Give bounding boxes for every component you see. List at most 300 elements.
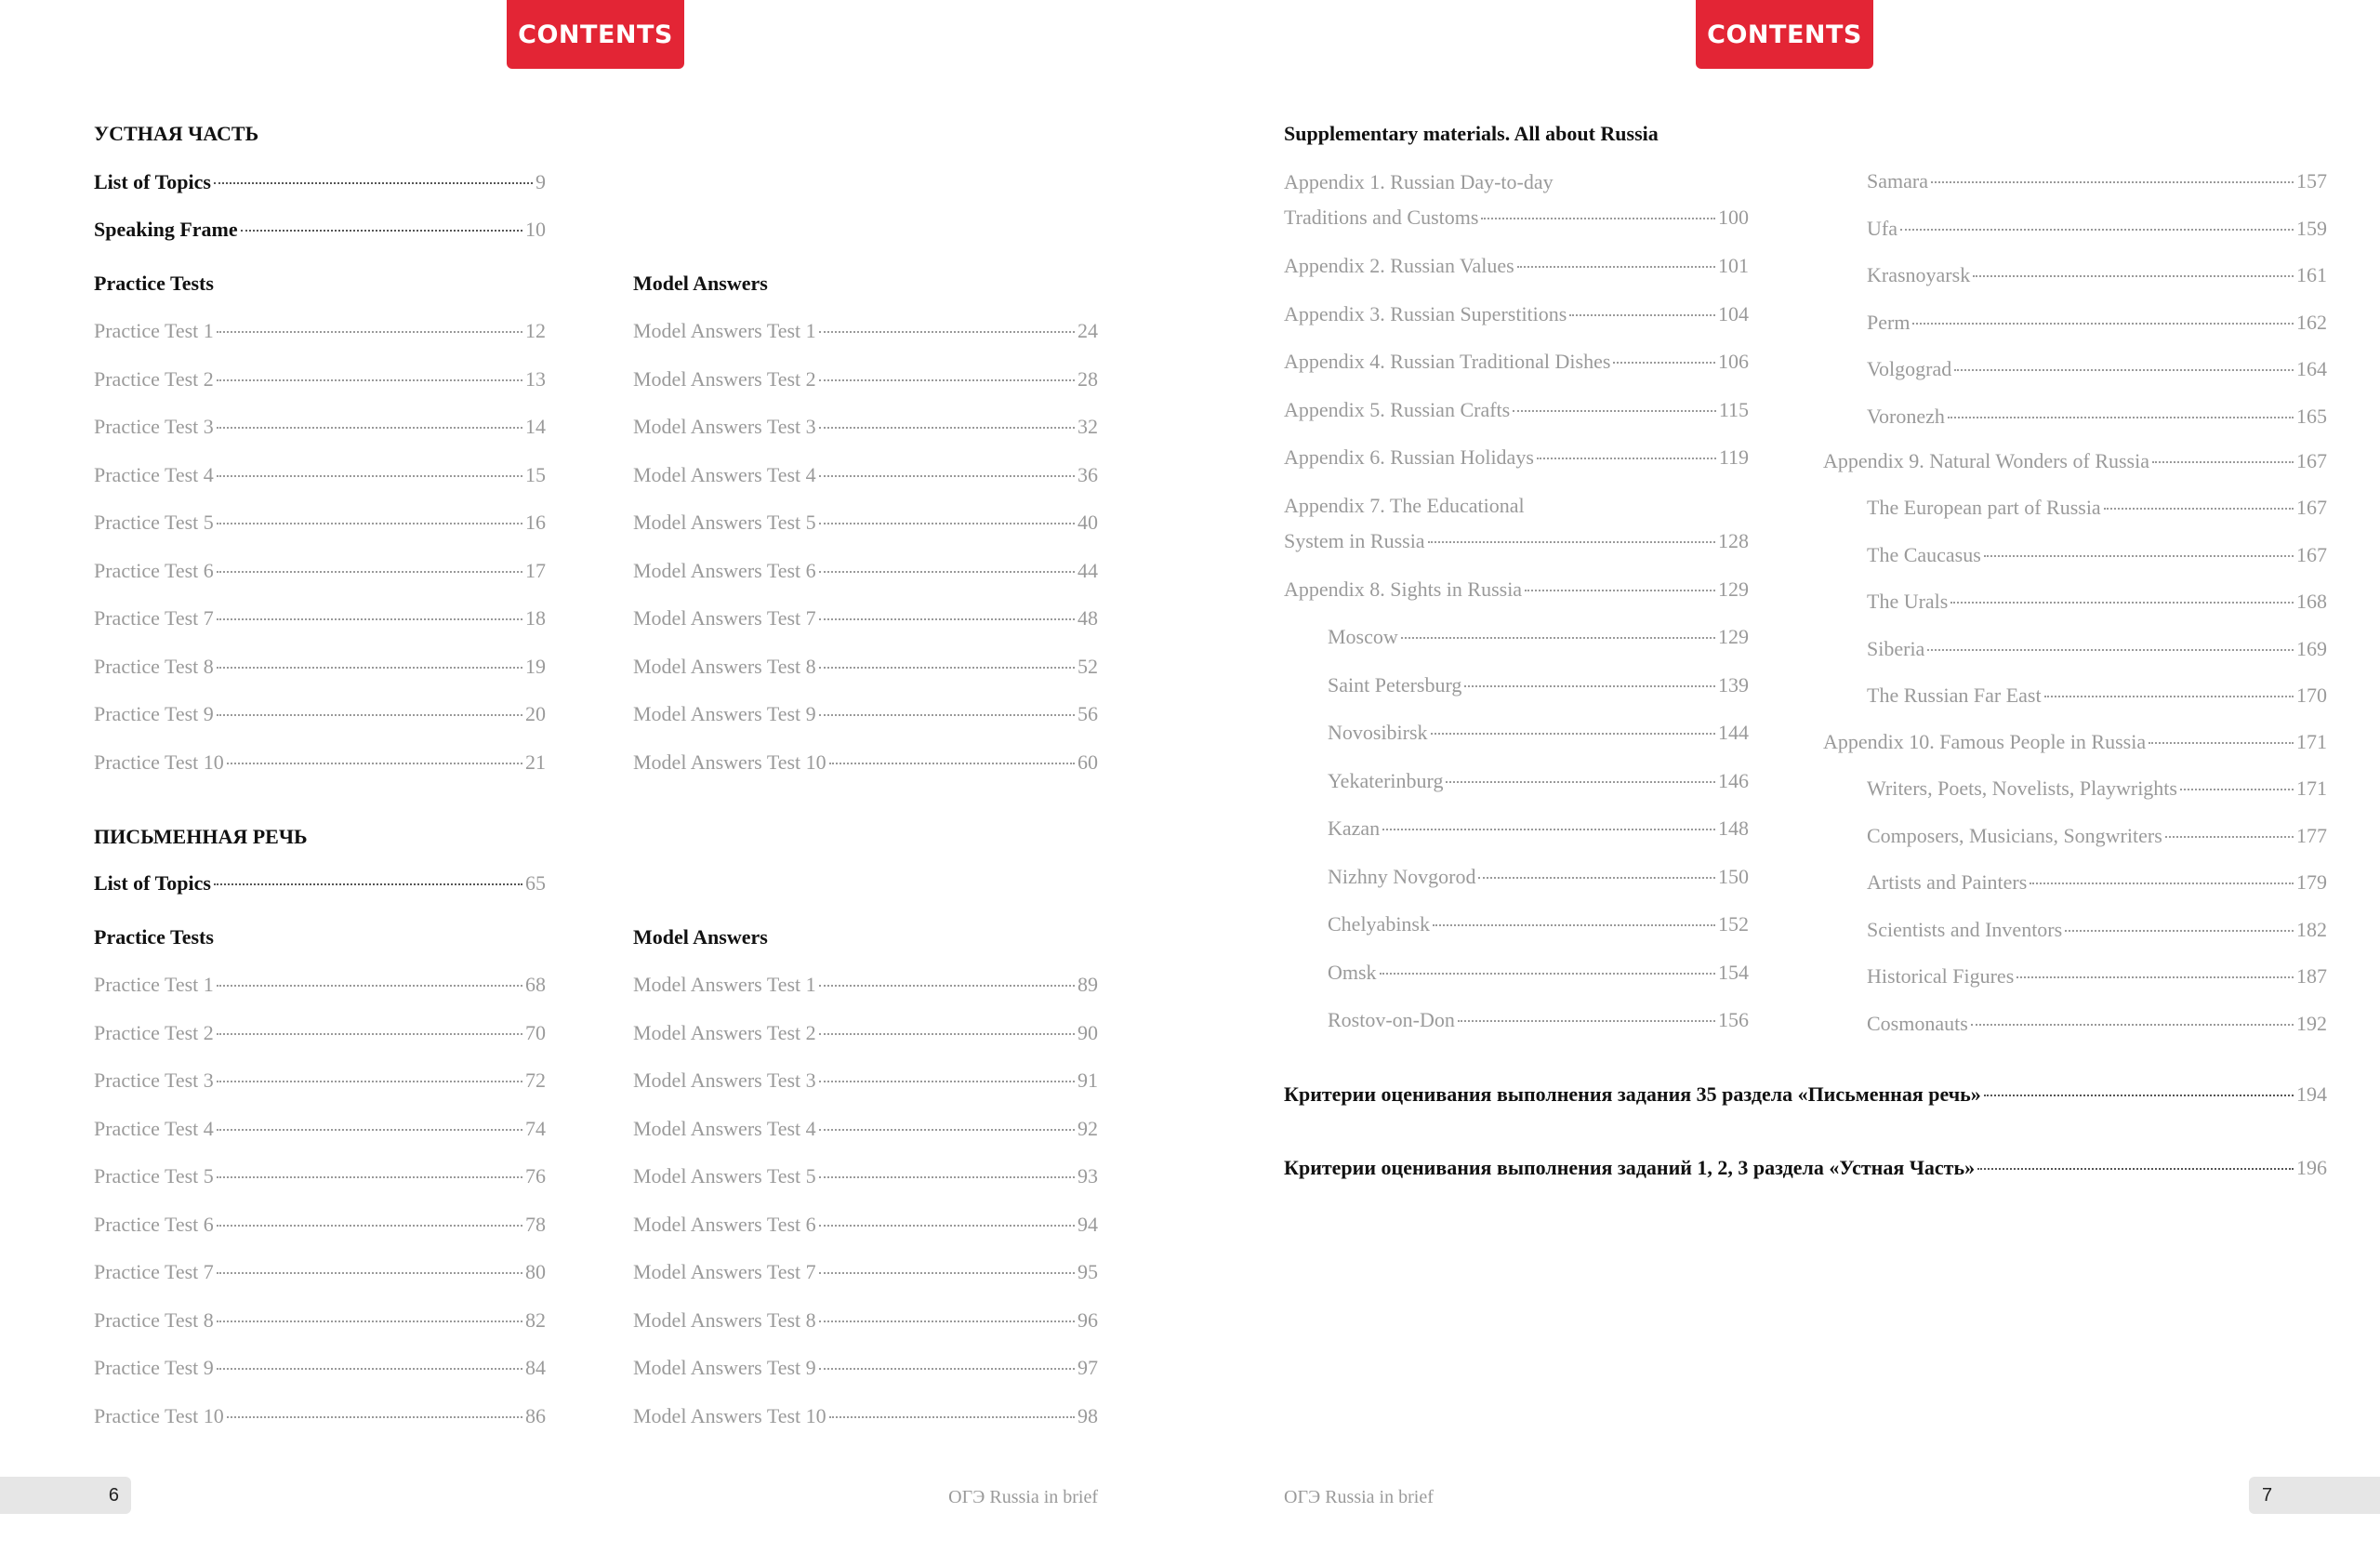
toc-entry[interactable] xyxy=(633,1062,1098,1099)
toc-entry[interactable] xyxy=(1328,906,1749,943)
entry-page: 19 xyxy=(525,654,546,678)
toc-entry[interactable] xyxy=(1867,304,2327,341)
entry-title: Model Answers Test 7 xyxy=(633,606,816,630)
toc-entry[interactable] xyxy=(633,1398,1098,1435)
dot-leader xyxy=(217,570,522,573)
entry-page: 115 xyxy=(1718,397,1749,421)
entry-title: Practice Test 4 xyxy=(94,1116,214,1140)
toc-entry[interactable] xyxy=(633,1015,1098,1052)
dot-leader xyxy=(819,984,1075,987)
toc-entry[interactable] xyxy=(94,504,546,541)
toc-entry[interactable] xyxy=(94,1158,546,1195)
entry-title: Practice Test 7 xyxy=(94,1260,214,1283)
entry-page: 144 xyxy=(1718,721,1749,744)
dot-leader xyxy=(2149,741,2294,744)
toc-entry[interactable] xyxy=(1328,763,1749,800)
entry-page: 17 xyxy=(525,558,546,582)
toc-entry[interactable] xyxy=(94,600,546,637)
dot-leader xyxy=(1433,923,1715,926)
dot-leader xyxy=(819,617,1075,620)
dot-leader xyxy=(217,1367,522,1370)
toc-entry[interactable] xyxy=(94,648,546,685)
entry-title: Model Answers Test 5 xyxy=(633,511,816,534)
cities-continued-list xyxy=(1867,163,2327,442)
entry-page: 80 xyxy=(525,1260,546,1283)
toc-entry[interactable] xyxy=(1867,257,2327,294)
dot-leader xyxy=(2044,695,2294,697)
entry-page: 9 xyxy=(536,170,546,193)
toc-entry[interactable] xyxy=(1867,864,2327,901)
entry-title: Model Answers Test 2 xyxy=(633,1020,816,1044)
entry-page: 74 xyxy=(525,1116,546,1140)
entry-page: 146 xyxy=(1718,768,1749,792)
toc-entry[interactable] xyxy=(1867,583,2327,620)
toc-entry[interactable] xyxy=(1867,489,2327,526)
entry-title: Model Answers Test 10 xyxy=(633,1403,826,1427)
dot-leader xyxy=(1931,180,2294,183)
toc-entry[interactable] xyxy=(1867,677,2327,714)
dot-leader xyxy=(1984,554,2294,557)
toc-entry[interactable] xyxy=(633,1349,1098,1387)
toc-entry[interactable] xyxy=(1867,537,2327,574)
toc-entry[interactable] xyxy=(1328,618,1749,656)
entry-title: Practice Test 1 xyxy=(94,319,214,342)
dot-leader xyxy=(819,474,1075,477)
entry-page: 78 xyxy=(525,1212,546,1236)
entry-page: 196 xyxy=(2296,1156,2327,1179)
toc-entry[interactable] xyxy=(94,552,546,590)
toc-entry[interactable] xyxy=(94,457,546,494)
dot-leader xyxy=(217,474,522,477)
toc-entry[interactable] xyxy=(1328,714,1749,751)
entry-page: 95 xyxy=(1078,1260,1098,1283)
entry-title: Model Answers Test 2 xyxy=(633,366,816,391)
toc-entry[interactable] xyxy=(1328,667,1749,704)
dot-leader xyxy=(1525,589,1715,591)
entry-title: List of Topics xyxy=(94,170,211,193)
dot-leader xyxy=(217,522,522,524)
toc-entry[interactable] xyxy=(633,504,1098,541)
entry-page: 154 xyxy=(1718,960,1749,984)
entry-title: Model Answers Test 1 xyxy=(633,319,816,342)
dot-leader xyxy=(1431,732,1715,735)
entry-page: 32 xyxy=(1078,415,1098,438)
entry-page: 68 xyxy=(525,973,546,996)
entry-page: 93 xyxy=(1078,1164,1098,1188)
dot-leader xyxy=(1977,1167,2294,1170)
written-model-heading: Model Answers xyxy=(633,925,768,949)
dot-leader xyxy=(217,1320,522,1322)
entry-title: Practice Test 1 xyxy=(94,973,214,996)
dot-leader xyxy=(819,426,1075,429)
entry-page: 159 xyxy=(2296,216,2327,240)
entry-page: 179 xyxy=(2296,870,2327,894)
dot-leader xyxy=(2016,975,2294,978)
entry-title: Appendix 3. Russian Superstitions xyxy=(1284,301,1567,325)
entry-title: Model Answers Test 3 xyxy=(633,415,816,438)
natural-wonders-list xyxy=(1867,489,2327,731)
entry-title: Practice Test 3 xyxy=(94,415,214,438)
entry-title: Composers, Musicians, Songwriters xyxy=(1867,823,2162,847)
toc-entry[interactable] xyxy=(94,966,546,1003)
entry-title: Samara xyxy=(1867,169,1928,192)
toc-entry[interactable] xyxy=(633,457,1098,494)
dot-leader xyxy=(1950,601,2294,604)
entry-title: Model Answers Test 1 xyxy=(633,973,816,996)
entry-page: 187 xyxy=(2296,964,2327,988)
supplementary-heading: Supplementary materials. All about Russia xyxy=(1284,122,1659,145)
entry-page: 164 xyxy=(2296,357,2327,380)
toc-entry-appendix6[interactable] xyxy=(1284,439,1749,476)
entry-page: 161 xyxy=(2296,263,2327,286)
oral-section-heading: УСТНАЯ ЧАСТЬ xyxy=(94,122,259,145)
dot-leader xyxy=(217,666,522,669)
dot-leader xyxy=(819,1271,1075,1274)
entry-title: Scientists and Inventors xyxy=(1867,917,2063,941)
dot-leader xyxy=(819,1224,1075,1227)
dot-leader xyxy=(1927,648,2294,651)
toc-entry[interactable] xyxy=(94,1110,546,1148)
entry-title: Model Answers Test 6 xyxy=(633,558,816,582)
toc-entry[interactable] xyxy=(1867,1005,2327,1042)
written-section-heading: ПИСЬМЕННАЯ РЕЧЬ xyxy=(94,825,308,848)
dot-leader xyxy=(1458,1019,1715,1022)
entry-title: Practice Test 4 xyxy=(94,462,214,486)
toc-entry[interactable] xyxy=(1867,958,2327,995)
entry-page: 21 xyxy=(525,750,546,774)
entry-page: 162 xyxy=(2296,310,2327,334)
toc-entry[interactable] xyxy=(1867,163,2327,200)
entry-title: Rostov-on-Don xyxy=(1328,1008,1455,1031)
entry-title: Practice Test 9 xyxy=(94,1356,214,1379)
entry-page: 91 xyxy=(1078,1068,1098,1092)
toc-entry-appendix2[interactable] xyxy=(1284,247,1749,285)
entry-title: Appendix 10. Famous People in Russia xyxy=(1823,730,2147,753)
toc-entry[interactable] xyxy=(1867,630,2327,668)
dot-leader xyxy=(1428,540,1715,543)
entry-title: Practice Test 3 xyxy=(94,1068,214,1092)
contents-tab-left: CONTENTS xyxy=(507,0,684,69)
appendix-list-2-6 xyxy=(1284,247,1749,489)
entry-page: 18 xyxy=(525,606,546,630)
toc-entry[interactable] xyxy=(94,361,546,398)
entry-page: 97 xyxy=(1078,1356,1098,1379)
toc-entry[interactable] xyxy=(633,600,1098,637)
entry-title: Model Answers Test 6 xyxy=(633,1212,816,1236)
dot-leader xyxy=(241,229,522,232)
toc-entry[interactable] xyxy=(633,361,1098,398)
entry-title: Practice Test 9 xyxy=(94,702,214,725)
entry-title: List of Topics xyxy=(94,871,211,895)
entry-title: Practice Test 10 xyxy=(94,1403,224,1427)
entry-title: Practice Test 5 xyxy=(94,511,214,534)
page-number-right: 7 xyxy=(2262,1484,2273,1506)
toc-entry[interactable] xyxy=(94,1398,546,1435)
entry-page: 28 xyxy=(1078,366,1098,391)
entry-title: Krasnoyarsk xyxy=(1867,263,1971,286)
entry-title: Practice Test 7 xyxy=(94,606,214,630)
toc-entry[interactable] xyxy=(633,696,1098,733)
dot-leader xyxy=(217,1271,522,1274)
entry-title: Kazan xyxy=(1328,816,1381,840)
entry-title: The Russian Far East xyxy=(1867,683,2042,707)
entry-page: 84 xyxy=(525,1356,546,1379)
entry-title: Appendix 6. Russian Holidays xyxy=(1284,445,1534,469)
entry-title-line2: System in Russia xyxy=(1284,529,1425,552)
toc-entry[interactable] xyxy=(633,1302,1098,1339)
dot-leader xyxy=(1569,313,1715,316)
dot-leader xyxy=(1478,876,1715,879)
dot-leader xyxy=(819,522,1075,524)
dot-leader xyxy=(217,617,522,620)
toc-entry[interactable] xyxy=(633,1206,1098,1243)
entry-page: 165 xyxy=(2296,404,2327,428)
entry-title: Omsk xyxy=(1328,960,1377,984)
toc-entry[interactable] xyxy=(633,408,1098,445)
entry-page: 139 xyxy=(1718,672,1749,697)
entry-page: 182 xyxy=(2296,917,2327,941)
entry-title: Practice Test 6 xyxy=(94,558,214,582)
toc-entry[interactable] xyxy=(94,696,546,733)
dot-leader xyxy=(819,378,1075,381)
toc-entry[interactable] xyxy=(1328,954,1749,991)
entry-title-line1: Appendix 1. Russian Day-to-day xyxy=(1284,170,1554,193)
entry-page: 70 xyxy=(525,1020,546,1044)
page-number-box-left xyxy=(0,1477,131,1514)
entry-title: Yekaterinburg xyxy=(1328,768,1444,792)
dot-leader xyxy=(819,1032,1075,1035)
dot-leader xyxy=(1954,368,2294,371)
dot-leader xyxy=(227,1415,522,1418)
dot-leader xyxy=(1984,1094,2294,1096)
dot-leader xyxy=(819,1175,1075,1178)
dot-leader xyxy=(2104,507,2294,510)
toc-entry[interactable] xyxy=(1867,398,2327,435)
toc-entry-appendix5[interactable] xyxy=(1284,392,1749,429)
entry-title: Novosibirsk xyxy=(1328,721,1428,744)
entry-title: Model Answers Test 4 xyxy=(633,1116,816,1140)
toc-entry[interactable] xyxy=(94,1062,546,1099)
toc-entry[interactable] xyxy=(1328,810,1749,847)
entry-page: 12 xyxy=(525,319,546,342)
entry-page: 148 xyxy=(1718,816,1749,840)
entry-title: Moscow xyxy=(1328,625,1398,648)
footer-title-right: ОГЭ Russia in brief xyxy=(1284,1487,1434,1507)
toc-entry[interactable] xyxy=(1867,210,2327,247)
entry-title: Appendix 4. Russian Traditional Dishes xyxy=(1284,350,1611,373)
dot-leader xyxy=(819,1367,1075,1370)
entry-page: 14 xyxy=(525,415,546,438)
toc-entry[interactable] xyxy=(94,1206,546,1243)
entry-page: 119 xyxy=(1718,445,1749,469)
toc-entry[interactable] xyxy=(94,1254,546,1291)
entry-page: 192 xyxy=(2296,1011,2327,1035)
dot-leader xyxy=(819,1128,1075,1131)
toc-entry[interactable] xyxy=(94,408,546,445)
entry-page: 40 xyxy=(1078,511,1098,534)
toc-entry[interactable] xyxy=(633,648,1098,685)
contents-tab-right: CONTENTS xyxy=(1696,0,1873,69)
dot-leader xyxy=(819,1080,1075,1082)
entry-page: 169 xyxy=(2296,636,2327,660)
toc-entry[interactable] xyxy=(1328,1002,1749,1039)
entry-page: 96 xyxy=(1078,1307,1098,1332)
dot-leader xyxy=(2152,460,2294,463)
dot-leader xyxy=(2030,882,2294,884)
entry-title: Voronezh xyxy=(1867,404,1945,428)
dot-leader xyxy=(819,570,1075,573)
entry-page: 24 xyxy=(1078,319,1098,342)
entry-page: 157 xyxy=(2296,169,2327,192)
written-practice-list xyxy=(94,966,546,1450)
entry-title: The European part of Russia xyxy=(1867,496,2101,519)
entry-title: Appendix 9. Natural Wonders of Russia xyxy=(1823,449,2149,472)
entry-page: 60 xyxy=(1078,750,1098,774)
toc-entry[interactable] xyxy=(633,966,1098,1003)
entry-title: Speaking Frame xyxy=(94,218,238,241)
toc-entry[interactable] xyxy=(1867,911,2327,949)
toc-entry-appendix3[interactable] xyxy=(1284,296,1749,333)
oral-model-list xyxy=(633,312,1098,796)
toc-entry[interactable] xyxy=(633,744,1098,781)
toc-entry-appendix4[interactable] xyxy=(1284,343,1749,380)
entry-title: Appendix 2. Russian Values xyxy=(1284,254,1514,277)
entry-page: 170 xyxy=(2296,683,2327,707)
entry-page: 94 xyxy=(1078,1212,1098,1236)
toc-entry[interactable] xyxy=(94,1302,546,1339)
entry-page: 177 xyxy=(2296,823,2327,847)
entry-page: 72 xyxy=(525,1068,546,1092)
toc-entry[interactable] xyxy=(633,1158,1098,1195)
dot-leader xyxy=(2165,835,2294,838)
entry-page: 36 xyxy=(1078,462,1098,486)
dot-leader xyxy=(1517,265,1715,268)
toc-entry[interactable] xyxy=(1328,858,1749,896)
dot-leader xyxy=(217,1032,522,1035)
entry-page: 171 xyxy=(2296,730,2327,753)
toc-entry[interactable] xyxy=(633,552,1098,590)
toc-entry[interactable] xyxy=(94,312,546,350)
entry-title: The Caucasus xyxy=(1867,542,1981,566)
dot-leader xyxy=(1973,274,2294,277)
entry-title: Cosmonauts xyxy=(1867,1011,1968,1035)
entry-title: Model Answers Test 9 xyxy=(633,702,816,725)
dot-leader xyxy=(829,762,1075,764)
entry-title: Perm xyxy=(1867,310,1911,334)
dot-leader xyxy=(819,666,1075,669)
toc-entry[interactable] xyxy=(94,1015,546,1052)
written-practice-heading: Practice Tests xyxy=(94,925,214,949)
entry-page: 100 xyxy=(1718,206,1749,229)
entry-title: Appendix 8. Sights in Russia xyxy=(1284,577,1523,601)
entry-page: 90 xyxy=(1078,1020,1098,1044)
toc-entry[interactable] xyxy=(94,744,546,781)
entry-page: 65 xyxy=(525,871,546,895)
entry-title: Practice Test 5 xyxy=(94,1164,214,1188)
dot-leader xyxy=(1401,636,1715,639)
toc-entry[interactable] xyxy=(94,1349,546,1387)
entry-page: 106 xyxy=(1718,350,1749,373)
entry-page: 152 xyxy=(1718,912,1749,936)
dot-leader xyxy=(217,1080,522,1082)
entry-page: 92 xyxy=(1078,1116,1098,1140)
toc-entry[interactable] xyxy=(633,312,1098,350)
entry-page: 16 xyxy=(525,511,546,534)
dot-leader xyxy=(217,426,522,429)
oral-practice-list xyxy=(94,312,546,796)
dot-leader xyxy=(217,1175,522,1178)
entry-title: Writers, Poets, Novelists, Playwrights xyxy=(1867,776,2177,800)
sights-list xyxy=(1328,618,1749,1055)
entry-page: 104 xyxy=(1718,301,1749,325)
entry-page: 82 xyxy=(525,1307,546,1332)
entry-title: Model Answers Test 10 xyxy=(633,750,826,774)
entry-title: Practice Test 6 xyxy=(94,1212,214,1236)
dot-leader xyxy=(819,1320,1075,1322)
dot-leader xyxy=(1382,828,1715,830)
toc-entry[interactable] xyxy=(1867,770,2327,807)
entry-page: 13 xyxy=(525,366,546,391)
toc-entry[interactable] xyxy=(1867,817,2327,855)
toc-entry[interactable] xyxy=(633,1110,1098,1148)
entry-page: 89 xyxy=(1078,973,1098,996)
entry-title: Practice Test 8 xyxy=(94,1307,214,1332)
entry-page: 101 xyxy=(1718,254,1749,277)
entry-page: 20 xyxy=(525,702,546,725)
dot-leader xyxy=(1464,684,1715,687)
dot-leader xyxy=(2065,929,2294,932)
entry-title: Критерии оценивания выполнения задания 35 раздела «Письменная речь» xyxy=(1284,1082,1981,1106)
entry-page: 44 xyxy=(1078,558,1098,582)
entry-title: Model Answers Test 9 xyxy=(633,1356,816,1379)
toc-entry[interactable] xyxy=(633,1254,1098,1291)
entry-page: 171 xyxy=(2296,776,2327,800)
dot-leader xyxy=(217,378,522,381)
entry-title: Chelyabinsk xyxy=(1328,912,1430,936)
entry-page: 10 xyxy=(525,218,546,241)
entry-title: Критерии оценивания выполнения заданий 1, 2, 3 раздела «Устная Часть» xyxy=(1284,1156,1976,1179)
entry-page: 15 xyxy=(525,462,546,486)
dot-leader xyxy=(1513,409,1716,412)
dot-leader xyxy=(214,883,522,885)
entry-page: 129 xyxy=(1718,577,1749,601)
dot-leader xyxy=(214,181,533,184)
dot-leader xyxy=(819,713,1075,716)
dot-leader xyxy=(217,713,522,716)
right-page xyxy=(1190,0,2380,1566)
entry-title: Practice Test 10 xyxy=(94,750,224,774)
entry-page: 98 xyxy=(1078,1403,1098,1427)
toc-entry[interactable] xyxy=(1867,351,2327,388)
entry-title: Model Answers Test 3 xyxy=(633,1068,816,1092)
dot-leader xyxy=(1900,228,2294,231)
entry-title-line1: Appendix 7. The Educational xyxy=(1284,494,1525,517)
dot-leader xyxy=(1481,217,1715,219)
page-number-box-right xyxy=(2249,1477,2380,1514)
famous-people-list xyxy=(1867,770,2327,1058)
footer-title-left: ОГЭ Russia in brief xyxy=(948,1487,1098,1507)
dot-leader xyxy=(217,330,522,333)
dot-leader xyxy=(1446,780,1715,783)
page-number-left: 6 xyxy=(108,1484,119,1506)
dot-leader xyxy=(819,330,1075,333)
entry-title-line2: Traditions and Customs xyxy=(1284,206,1479,229)
entry-title: Practice Test 2 xyxy=(94,1020,214,1044)
entry-page: 129 xyxy=(1718,625,1749,648)
entry-page: 128 xyxy=(1718,529,1749,552)
dot-leader xyxy=(217,1128,522,1131)
dot-leader xyxy=(227,762,522,764)
